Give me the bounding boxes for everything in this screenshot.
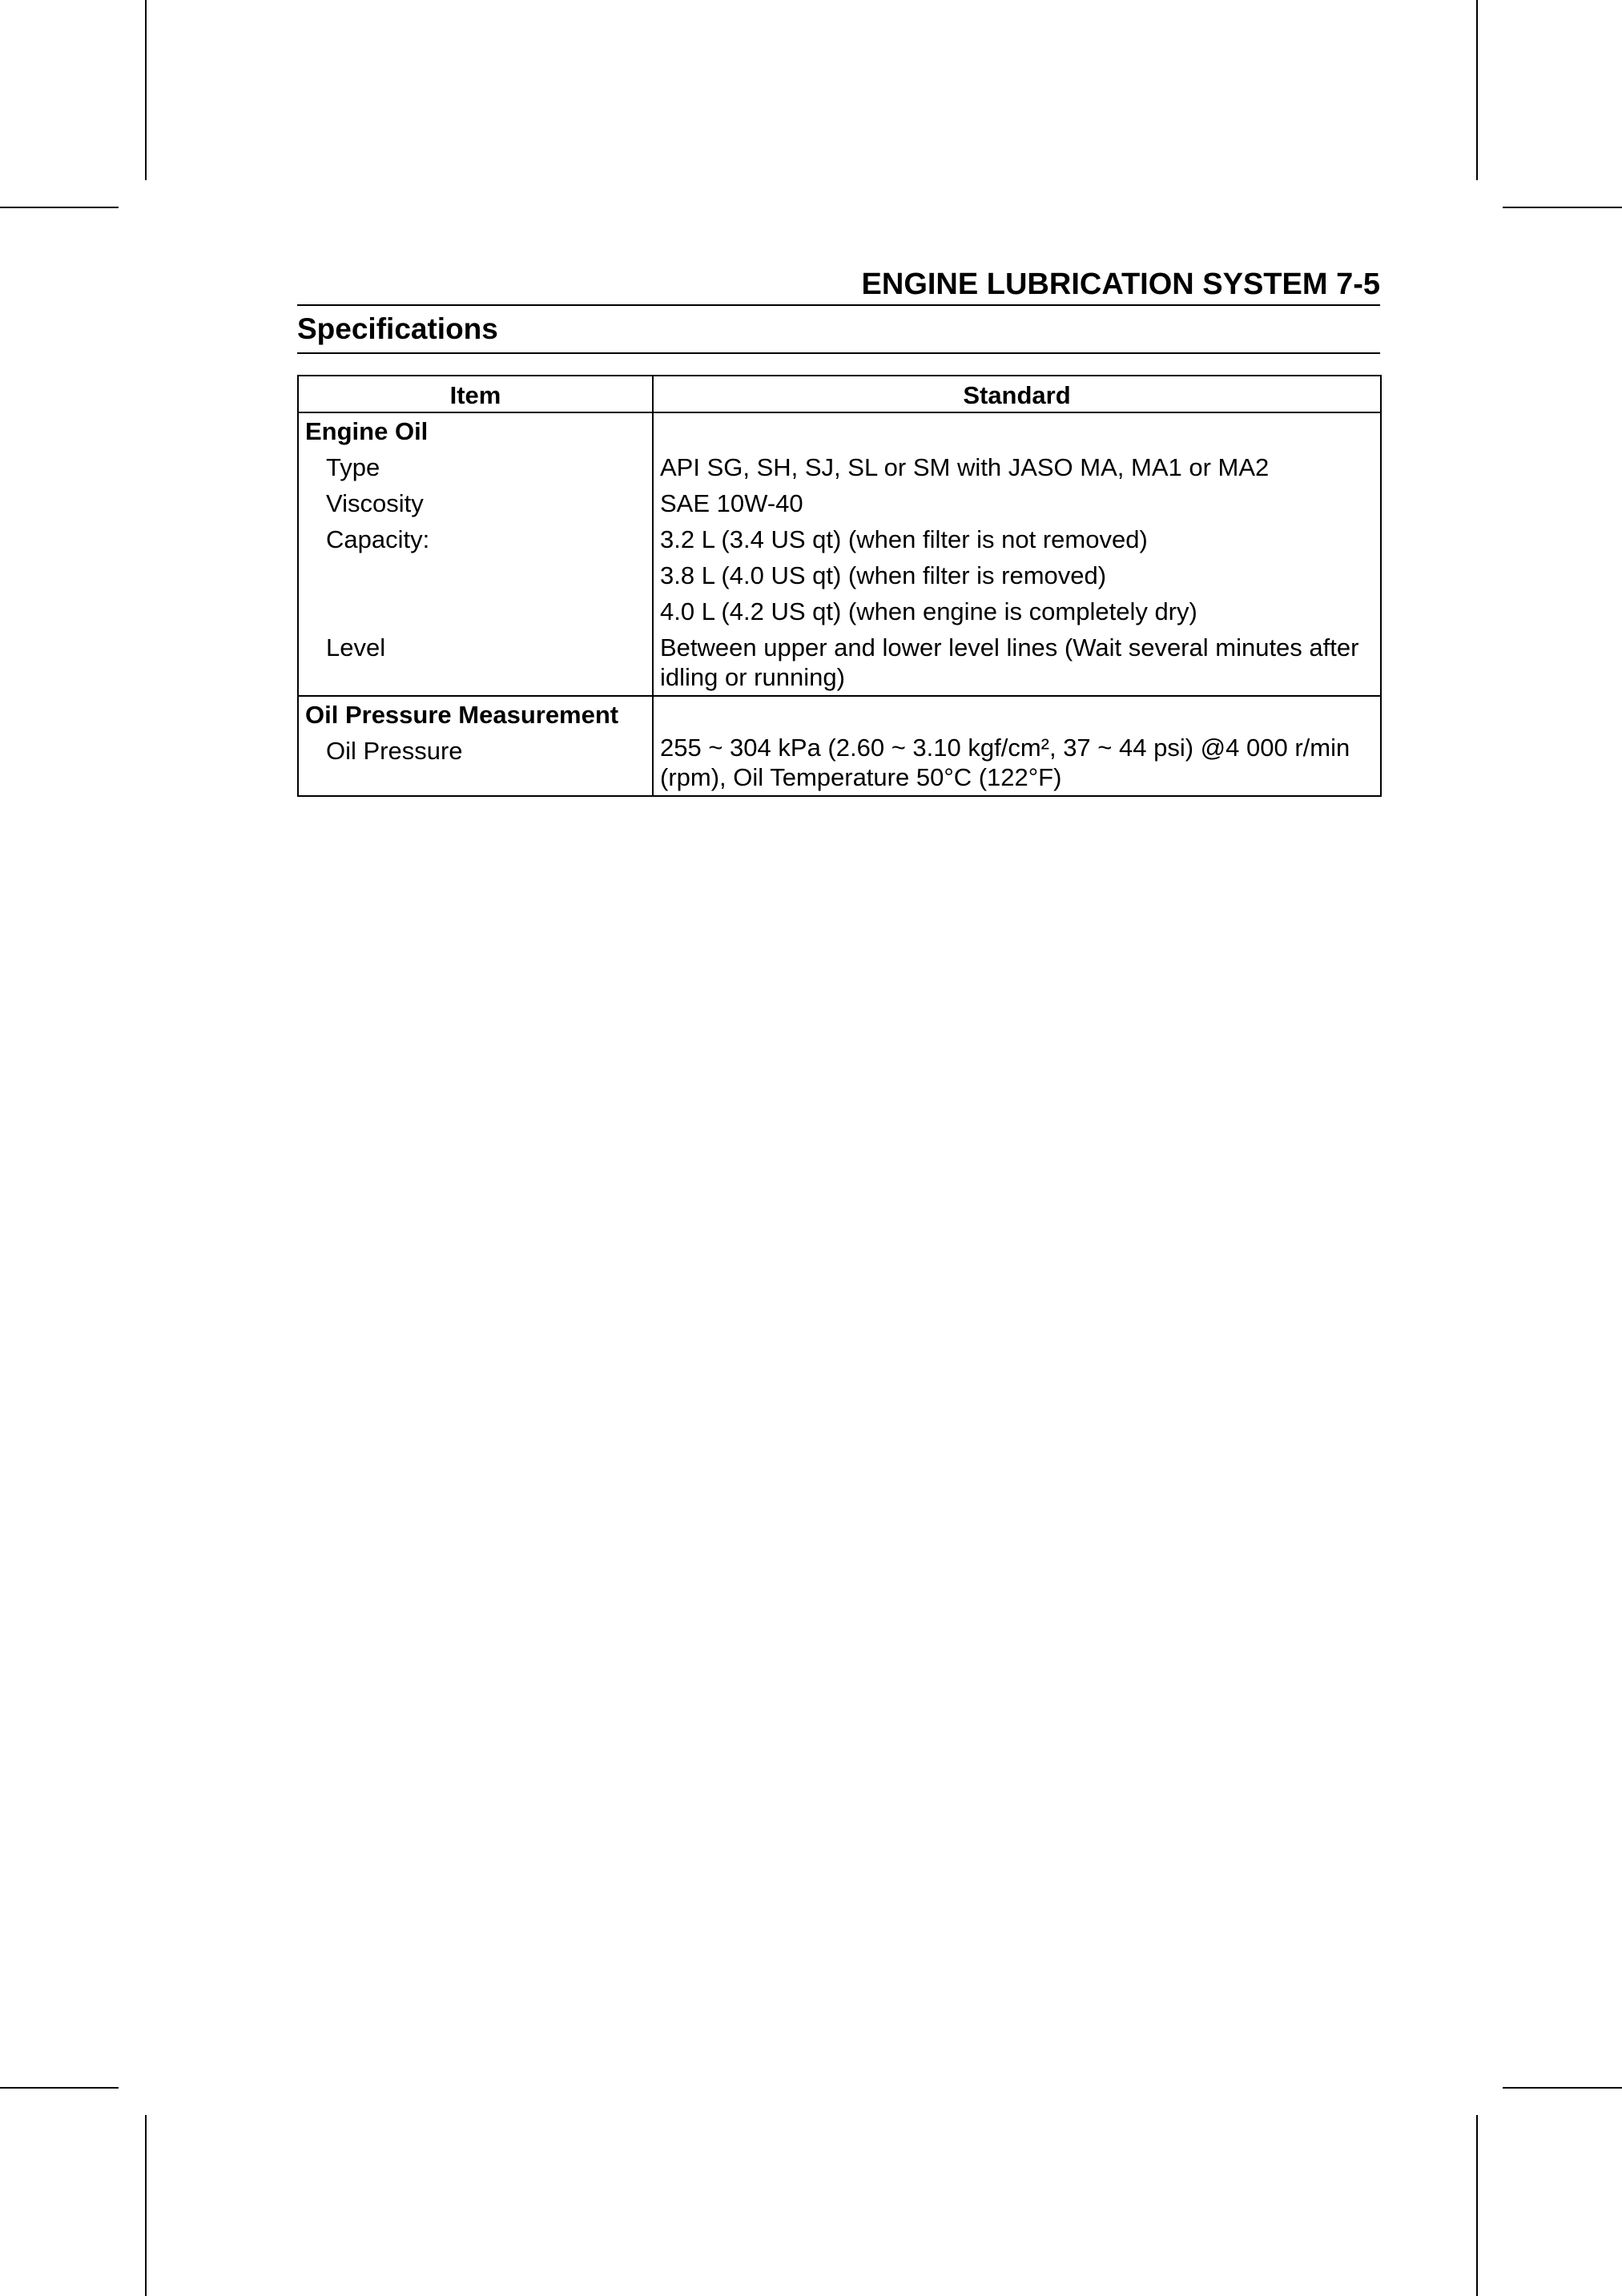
crop-mark-bottom-right-vertical <box>1476 2115 1478 2296</box>
standard-cell: 255 ~ 304 kPa (2.60 ~ 3.10 kgf/cm², 37 ~ 44 psi) @4 000 r/min (rpm), Oil Temperature 50°C (122°F) <box>653 733 1381 796</box>
item-cell <box>298 593 653 629</box>
table-row <box>298 449 1381 485</box>
crop-mark-top-left-horizontal <box>0 207 119 208</box>
group-row-oil-pressure-measurement <box>298 696 1381 733</box>
table-row <box>298 593 1381 629</box>
standard-cell: SAE 10W-40 <box>653 485 1381 521</box>
standard-cell: 3.2 L (3.4 US qt) (when filter is not removed) <box>653 521 1381 557</box>
column-header-standard: Standard <box>653 376 1381 412</box>
column-header-item: Item <box>298 376 653 412</box>
table-row <box>298 485 1381 521</box>
item-cell: Capacity: <box>298 521 653 557</box>
section-title: Specifications <box>297 312 498 345</box>
crop-mark-bottom-left-vertical <box>145 2115 147 2296</box>
standard-cell: 3.8 L (4.0 US qt) (when filter is removed) <box>653 557 1381 593</box>
item-cell <box>298 557 653 593</box>
group-standard-empty <box>653 412 1381 449</box>
group-standard-empty <box>653 696 1381 733</box>
group-label: Oil Pressure Measurement <box>298 696 653 733</box>
crop-mark-top-left-vertical <box>145 0 147 180</box>
header-rule <box>297 304 1380 306</box>
running-title: ENGINE LUBRICATION SYSTEM 7-5 <box>861 267 1380 301</box>
section-rule <box>297 352 1380 354</box>
standard-cell: API SG, SH, SJ, SL or SM with JASO MA, MA1 or MA2 <box>653 449 1381 485</box>
standard-cell: 4.0 L (4.2 US qt) (when engine is completely dry) <box>653 593 1381 629</box>
table-row <box>298 733 1381 796</box>
specifications-table <box>297 375 1382 797</box>
crop-mark-bottom-right-horizontal <box>1503 2087 1622 2089</box>
item-cell: Oil Pressure <box>298 733 653 796</box>
page-header <box>297 264 1380 354</box>
table-row <box>298 557 1381 593</box>
item-cell: Level <box>298 629 653 696</box>
group-label: Engine Oil <box>298 412 653 449</box>
table-header-row <box>298 376 1381 412</box>
table-row <box>298 629 1381 696</box>
crop-mark-top-right-horizontal <box>1503 207 1622 208</box>
item-cell: Viscosity <box>298 485 653 521</box>
item-cell: Type <box>298 449 653 485</box>
standard-cell: Between upper and lower level lines (Wait several minutes after idling or running) <box>653 629 1381 696</box>
crop-mark-top-right-vertical <box>1476 0 1478 180</box>
table-row <box>298 521 1381 557</box>
crop-mark-bottom-left-horizontal <box>0 2087 119 2089</box>
group-row-engine-oil <box>298 412 1381 449</box>
